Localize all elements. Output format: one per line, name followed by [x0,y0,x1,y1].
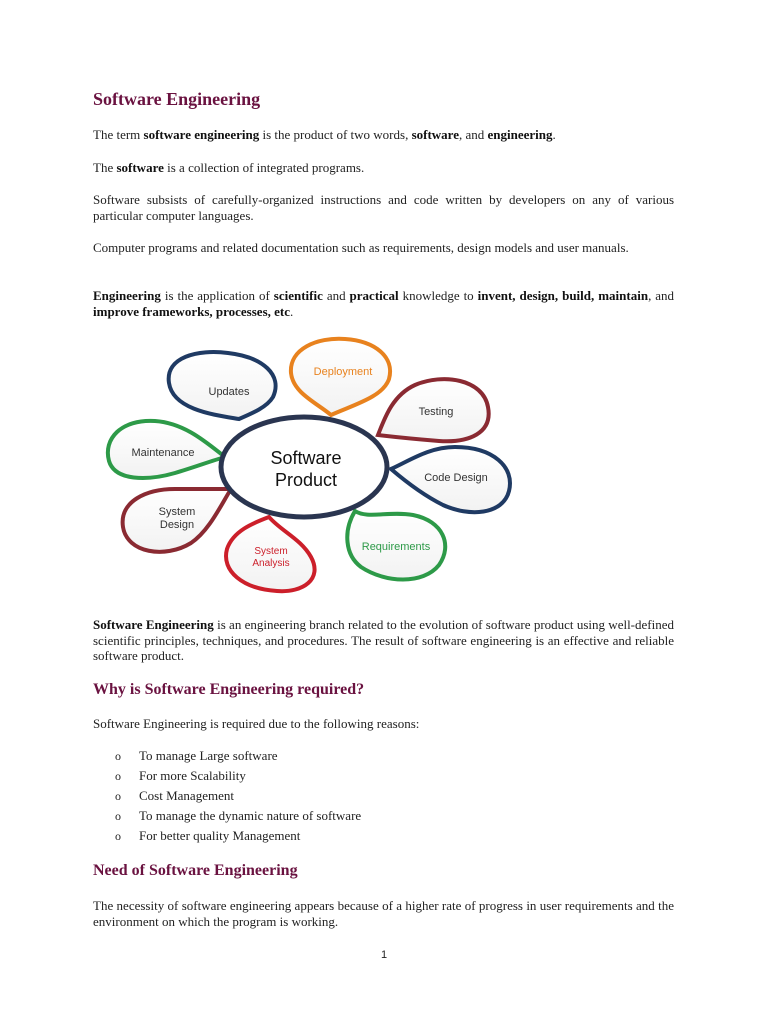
reasons-list [93,746,674,846]
list-item [93,746,674,766]
petal-updates [169,352,276,419]
text-run: is a collection of integrated programs. [163,160,365,175]
list-item [93,806,674,826]
section-heading-need: Need of Software Engineering [93,862,298,879]
bold-term: software engineering [143,127,260,142]
text-run: and [322,288,350,303]
bullet: o [115,769,121,783]
text-run: is an engineering branch related to the evolution of software product using well-defined scientific principles, techniques, and procedures. The result of software engineering is an effective and reliable software product. [93,617,674,663]
bold-term: Software Engineering [93,617,214,632]
bold-term: Engineering [93,288,161,303]
petal-system-design [123,489,231,552]
bold-term: improve frameworks, processes, etc [93,303,290,319]
petal-system-design-label-1: System [158,506,196,518]
text-run: . [552,127,556,142]
definition-paragraph [93,617,674,664]
bullet: o [115,749,121,763]
bullet: o [115,789,121,803]
intro-paragraph-5 [93,288,674,319]
text-run: , and [648,288,675,303]
list-item [93,766,674,786]
list-item-text: For more Scalability [139,768,246,783]
center-label-line1: Software [270,448,342,468]
bold-term: software [116,160,164,175]
bold-term: engineering [487,127,553,142]
petal-requirements [347,511,445,580]
list-item-text: To manage Large software [139,748,278,763]
text-run: The [93,160,117,175]
intro-paragraph-3: Software subsists of carefully-organized instructions and code written by developers on any of various particular computer languages. [93,192,674,223]
petal-code-design [391,447,510,512]
petal-updates-label: Updates [208,386,250,398]
text-run: The term [93,127,144,142]
list-item-text: Cost Management [139,788,234,803]
list-item-text: To manage the dynamic nature of software [139,808,362,823]
petal-system-analysis [226,517,315,591]
section-heading-why: Why is Software Engineering required? [93,681,365,698]
bold-term: software [411,127,459,142]
intro-paragraph-2 [93,160,674,176]
text-run: is the application of [160,288,274,303]
petal-system-analysis-label-1: System [254,546,288,557]
petal-maintenance [108,421,225,478]
why-lead: Software Engineering is required due to the following reasons: [93,716,420,731]
petal-testing [378,379,489,441]
petal-requirements-label: Requirements [361,541,431,553]
petal-system-design-label-2: Design [159,519,195,531]
petal-maintenance-label: Maintenance [131,447,195,459]
list-item-text: For better quality Management [139,828,301,843]
petal-code-design-label: Code Design [424,472,488,484]
need-paragraph: The necessity of software engineering appears because of a higher rate of progress in user requirements and the environment on which the program is working. [93,898,674,929]
petal-deployment-label: Deployment [313,366,373,378]
bold-term: practical [349,288,399,303]
center-node [221,417,387,517]
bullet: o [115,829,121,843]
list-item [93,786,674,806]
intro-paragraph-4: Computer programs and related documentation such as requirements, design models and user manuals. [93,240,629,255]
list-item [93,826,674,846]
page-number: 1 [380,949,388,961]
software-product-diagram [103,335,523,597]
intro-paragraph-1 [93,127,674,143]
text-run: . [290,303,294,319]
bold-term: scientific [273,288,323,303]
bullet: o [115,809,121,823]
petal-system-analysis-label-2: Analysis [252,558,290,569]
petal-deployment [291,339,390,415]
petal-testing-label: Testing [418,406,454,418]
text-run: is the product of two words, [259,127,412,142]
text-run: knowledge to [398,288,478,303]
page-title: Software Engineering [93,89,261,109]
text-run: , and [459,127,488,142]
bold-term: invent, design, build, maintain [477,288,649,303]
center-label-line2: Product [274,470,338,490]
